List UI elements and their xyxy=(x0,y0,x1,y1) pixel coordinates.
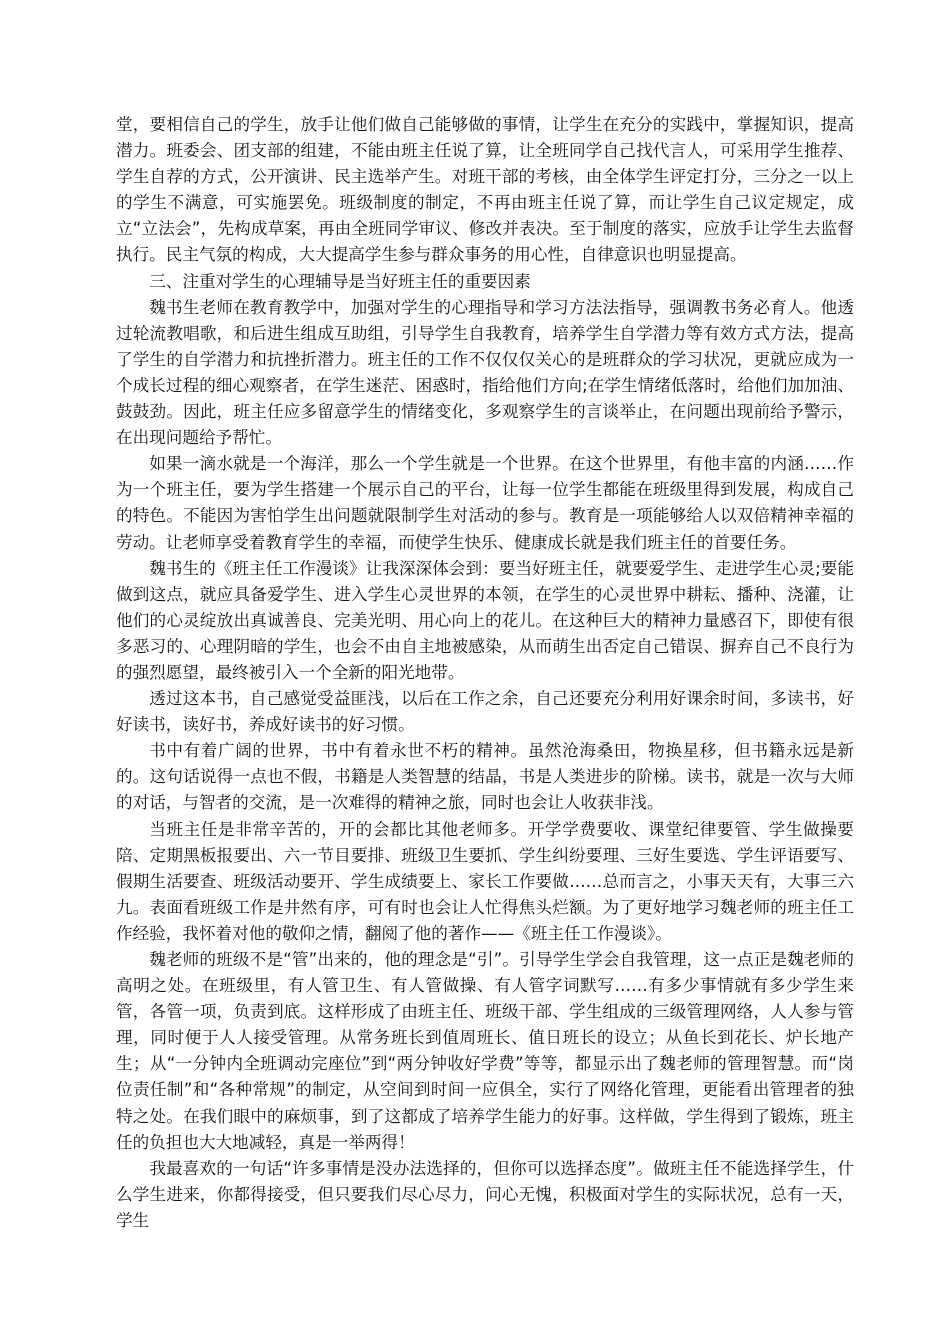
paragraph: 透过这本书，自己感觉受益匪浅，以后在工作之余，自己还要充分利用好课余时间，多读书，好好读书，读好书，养成好读书的好习惯。 xyxy=(116,689,854,735)
paragraph: 我最喜欢的一句话“许多事情是没办法选择的，但你可以选择态度”。做班主任不能选择学生，什么学生进来，你都得接受，但只要我们尽心尽力，问心无愧，积极面对学生的实际状况，总有一天，学生 xyxy=(116,1158,854,1230)
paragraph: 书中有着广阔的世界，书中有着永世不朽的精神。虽然沧海桑田，物换星移，但书籍永远是新的。这句话说得一点也不假，书籍是人类智慧的结晶，书是人类进步的阶梯。读书，就是一次与大师的对话，与智者的交流，是一次难得的精神之旅，同时也会让人收获非浅。 xyxy=(116,741,854,813)
paragraph: 当班主任是非常辛苦的，开的会都比其他老师多。开学学费要收、课堂纪律要管、学生做操要陪、定期黑板报要出、六一节目要排、班级卫生要抓、学生纠纷要理、三好生要选、学生评语要写、假期生活要查、班级活动要开、学生成绩要上、家长工作要做……总而言之，小事天天有，大事三六九。表面看班级工作是井然有序，可有时也会让人忙得焦头烂额。为了更好地学习魏老师的班主任工作经验，我怀着对他的敬仰之情，翻阅了他的著作——《班主任工作漫谈》。 xyxy=(116,819,854,943)
paragraph-continuation: 堂，要相信自己的学生，放手让他们做自己能够做的事情，让学生在充分的实践中，掌握知识，提高潜力。班委会、团支部的组建，不能由班主任说了算，让全班同学自己找代言人，可采用学生推荐、学生自荐的方式，公开演讲、民主选举产生。对班干部的考核，由全体学生评定打分，三分之一以上的学生不满意，可实施罢免。班级制度的制定，不再由班主任说了算，而让学生自己议定规定，成立“立法会”，先构成草案，再由全班同学审议、修改并表决。至于制度的落实，应放手让学生去监督执行。民主气氛的构成，大大提高学生参与群众事务的用心性，自律意识也明显提高。 xyxy=(116,115,854,265)
section-heading: 三、注重对学生的心理辅导是当好班主任的重要因素 xyxy=(149,271,531,291)
paragraph: 魏书生老师在教育教学中，加强对学生的心理指导和学习方法法指导，强调教书务必育人。他透过轮流教唱歌，和后进生组成互助组，引导学生自我教育，培养学生自学潜力等有效方式方法，提高了学生的自学潜力和抗挫折潜力。班主任的工作不仅仅仅关心的是班群众的学习状况，更就应成为一个成长过程的细心观察者，在学生迷茫、困惑时，指给他们方向;在学生情绪低落时，给他们加加油、鼓鼓劲。因此，班主任应多留意学生的情绪变化，多观察学生的言谈举止，在问题出现前给予警示，在出现问题给予帮忙。 xyxy=(116,297,854,448)
paragraph: 如果一滴水就是一个海洋，那么一个学生就是一个世界。在这个世界里，有他丰富的内涵……作为一个班主任，要为学生搭建一个展示自己的平台，让每一位学生都能在班级里得到发展，构成自己的特色。不能因为害怕学生出问题就限制学生对活动的参与。教育是一项能够给人以双倍精神幸福的劳动。让老师享受着教育学生的幸福，而使学生快乐、健康成长就是我们班主任的首要任务。 xyxy=(116,454,854,552)
paragraph: 魏老师的班级不是“管”出来的，他的理念是“引”。引导学生学会自我管理，这一点正是魏老师的高明之处。在班级里，有人管卫生、有人管做操、有人管字词默写……有多少事情就有多少学生来管，各管一项，负责到底。这样形成了由班主任、班级干部、学生组成的三级管理网络，人人参与管理，同时便于人人接受管理。从常务班长到值周班长、值日班长的设立；从鱼长到花长、炉长地产生；从“一分钟内全班调动完座位”到“两分钟收好学费”等等，都显示出了魏老师的管理智慧。而“岗位责任制”和“各种常规”的制定，从空间到时间一应俱全，实行了网络化管理，更能看出管理者的独特之处。在我们眼中的麻烦事，到了这都成了培养学生能力的好事。这样做，学生得到了锻炼，班主任的负担也大大地减轻，真是一举两得！ xyxy=(116,950,854,1152)
document-body xyxy=(116,112,854,1234)
paragraph: 魏书生的《班主任工作漫谈》让我深深体会到：要当好班主任，就要爱学生、走进学生心灵;要能做到这点，就应具备爱学生、进入学生心灵世界的本领，在学生的心灵世界中耕耘、播种、浇灌，让他们的心灵绽放出真诚善良、完美光明、用心向上的花儿。在这种巨大的精神力量感召下，即使有很多恶习的、心理阴暗的学生，也会不由自主地被感染，从而萌生出否定自己错误、摒弃自己不良行为的强烈愿望，最终被引入一个全新的阳光地带。 xyxy=(116,558,854,682)
